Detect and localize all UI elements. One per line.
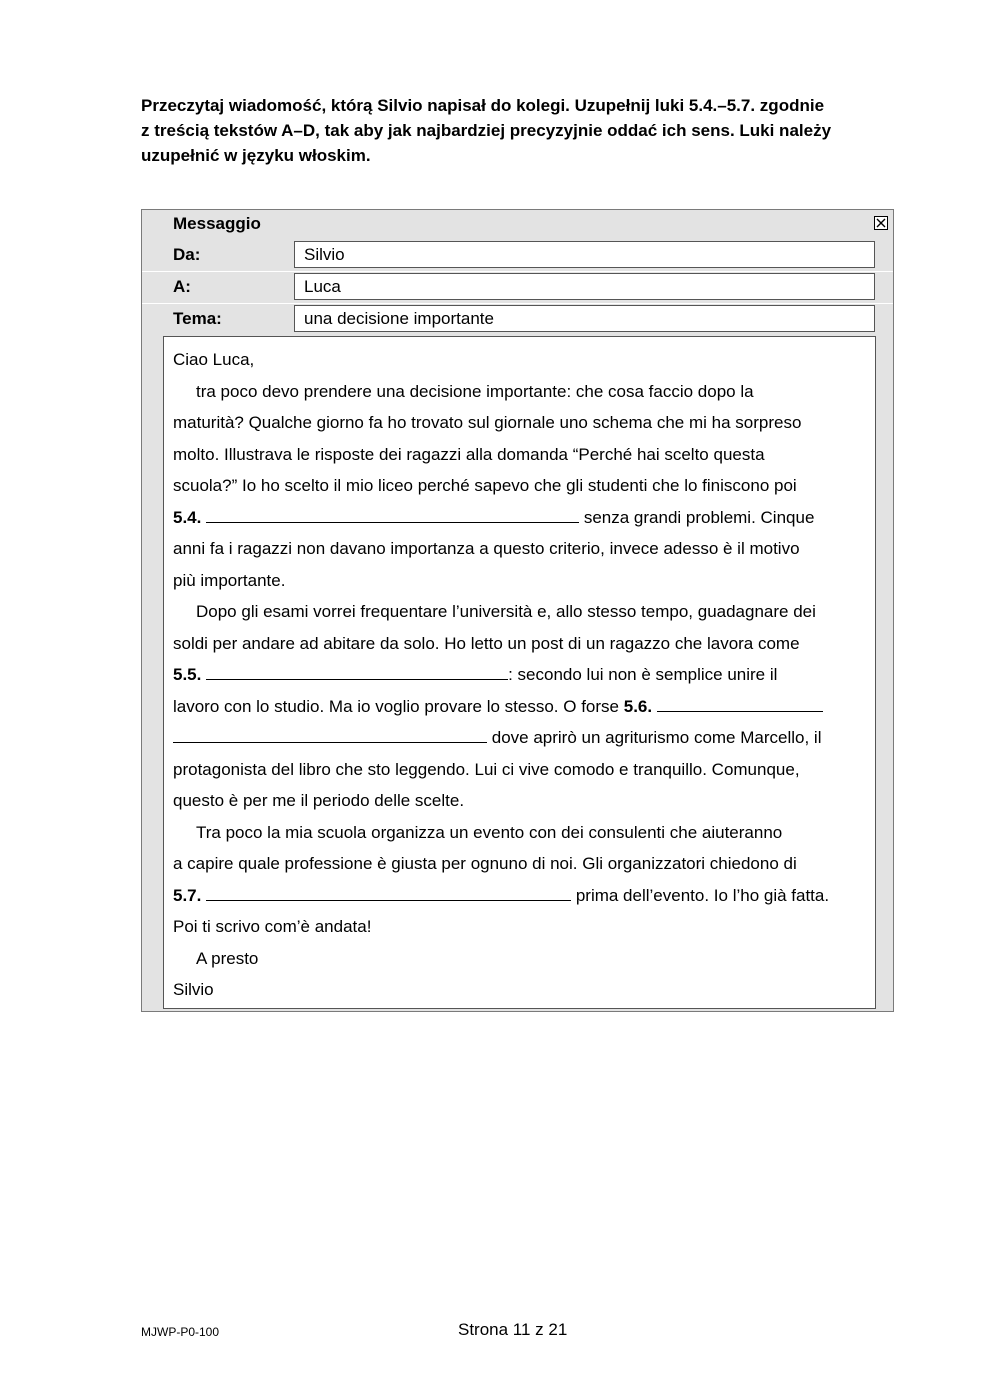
message-line: maturità? Qualche giorno fa ho trovato sul giornale uno schema che mi ha sorpreso <box>173 413 802 432</box>
message-fragment: lavoro con lo studio. Ma io voglio provare lo stesso. O forse <box>173 696 619 716</box>
message-line: A presto <box>196 948 259 968</box>
message-line: anni fa i ragazzi non davano importanza a questo criterio, invece adesso è il motivo <box>173 539 800 558</box>
message-line: tra poco devo prendere una decisione importante: che cosa faccio dopo la <box>196 381 754 401</box>
message-window <box>141 209 894 1012</box>
gap-5-7-blank[interactable] <box>206 882 571 901</box>
message-text <box>173 344 868 1006</box>
message-line <box>173 691 868 723</box>
instruction-line: z treścią tekstów A–D, tak aby jak najbardziej precyzyjnie oddać ich sens. Luki należy <box>141 121 832 140</box>
message-line: questo è per me il periodo delle scelte. <box>173 791 465 810</box>
close-x-icon[interactable] <box>874 216 888 230</box>
message-line: protagonista del libro che sto leggendo. Lui ci vive comodo e tranquillo. Comunque, <box>173 759 800 779</box>
gap-5-5-blank[interactable] <box>206 661 508 680</box>
message-line: Dopo gli esami vorrei frequentare l’università e, allo stesso tempo, guadagnare dei <box>196 602 816 621</box>
message-line: più importante. <box>173 570 286 590</box>
message-fragment: dove aprirò un agriturismo come Marcello, il <box>491 728 822 747</box>
page-number: Strona 11 z 21 <box>458 1320 568 1339</box>
to-row <box>142 272 893 304</box>
message-fragment: prima dell’evento. Io l’ho già fatta. <box>575 885 830 905</box>
message-line: scuola?” Io ho scelto il mio liceo perché sapevo che gli studenti che lo finiscono poi <box>173 476 797 495</box>
to-field[interactable]: Luca <box>294 273 875 300</box>
message-line <box>173 880 868 912</box>
gap-number: 5.4. <box>173 507 202 527</box>
instruction-line: Przeczytaj wiadomość, którą Silvio napisał do kolegi. Uzupełnij luki 5.4.–5.7. zgodnie <box>141 96 825 115</box>
message-line <box>173 502 868 534</box>
message-line <box>173 722 868 754</box>
from-field[interactable]: Silvio <box>294 241 875 268</box>
message-line: Ciao Luca, <box>173 350 255 369</box>
exam-code: MJWP-P0-100 <box>141 1325 220 1339</box>
gap-number: 5.6. <box>623 696 653 716</box>
gap-5-6-blank-end[interactable] <box>173 724 487 743</box>
from-label: Da: <box>173 245 201 264</box>
instruction-line: uzupełnić w języku włoskim. <box>141 146 371 165</box>
from-row <box>142 240 893 272</box>
message-line: soldi per andare ad abitare da solo. Ho letto un post di un ragazzo che lavora come <box>173 633 800 653</box>
subject-label: Tema: <box>173 309 222 328</box>
subject-field[interactable]: una decisione importante <box>294 305 875 332</box>
message-body[interactable] <box>163 336 876 1009</box>
task-instruction <box>141 93 901 168</box>
message-line: Tra poco la mia scuola organizza un evento con dei consulenti che aiuteranno <box>196 822 783 842</box>
gap-5-6-blank-start[interactable] <box>657 693 823 712</box>
message-line: Poi ti scrivo com’è andata! <box>173 917 372 936</box>
gap-number: 5.7. <box>173 885 202 905</box>
gap-number: 5.5. <box>173 665 202 684</box>
message-fragment: : secondo lui non è semplice unire il <box>508 665 778 684</box>
gap-5-4-blank[interactable] <box>206 504 579 523</box>
window-title: Messaggio <box>173 214 261 233</box>
message-line: Silvio <box>173 980 214 999</box>
message-fragment: senza grandi problemi. Cinque <box>583 507 815 527</box>
to-label: A: <box>173 277 191 296</box>
message-line: a capire quale professione è giusta per ognuno di noi. Gli organizzatori chiedono di <box>173 854 797 873</box>
message-line: molto. Illustrava le risposte dei ragazzi alla domanda “Perché hai scelto questa <box>173 444 765 464</box>
subject-row <box>142 304 893 335</box>
message-line <box>173 659 868 691</box>
